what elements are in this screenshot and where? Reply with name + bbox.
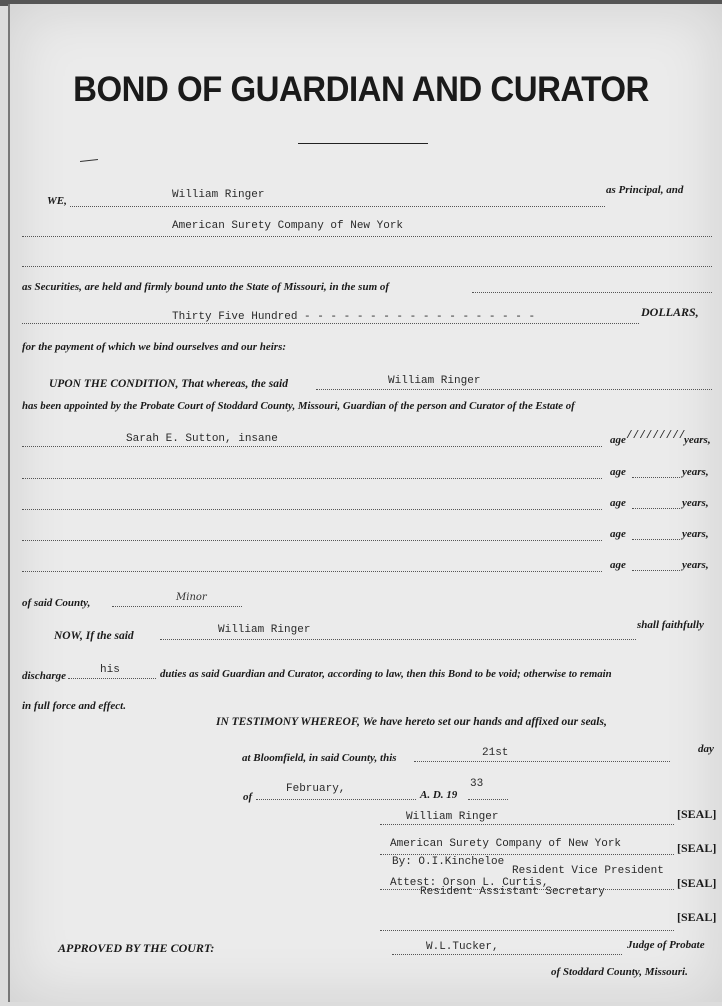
judge-line <box>392 954 622 955</box>
ward-line-1 <box>22 446 602 447</box>
ad-label: A. D. 19 <box>420 789 458 801</box>
principal-name: William Ringer <box>172 189 265 201</box>
signature-principal: William Ringer <box>406 811 499 823</box>
signature-by: By: O.I.Kincheloe <box>392 856 505 868</box>
surety-name: American Surety Company of New York <box>172 220 404 232</box>
sum-in-words: Thirty Five Hundred - - - - - - - - - - - - - - - - - - <box>172 311 536 323</box>
day-value: 21st <box>482 747 509 759</box>
year-value: 33 <box>470 778 484 790</box>
age-label-3: age <box>610 497 626 509</box>
surety-line-2 <box>22 266 712 267</box>
we-label: WE, <box>47 195 67 207</box>
year-line <box>468 799 508 800</box>
age-line-5 <box>632 570 680 571</box>
judge-title: Judge of Probate <box>627 939 705 951</box>
judge-name: W.L.Tucker, <box>426 941 499 953</box>
duties-clause: duties as said Guardian and Curator, according to law, then this Bond to be void; otherwise to remain <box>160 668 612 680</box>
years-label-5: years, <box>682 559 709 571</box>
approved-label: APPROVED BY THE COURT: <box>58 941 215 955</box>
seal-3: [SEAL] <box>677 876 717 890</box>
document-title: BOND OF GUARDIAN AND CURATOR <box>73 68 649 109</box>
signature-attest-title: Resident Assistant Secretary <box>420 886 605 898</box>
now-lead: NOW, If the said <box>54 630 134 642</box>
seal-4: [SEAL] <box>677 910 717 924</box>
pronoun-value: his <box>100 664 120 676</box>
testimony-clause: IN TESTIMONY WHEREOF, We have hereto set our hands and affixed our seals, <box>216 716 607 728</box>
signature-by-title: Resident Vice President <box>512 865 664 877</box>
ward-age-struck: ///////// <box>626 430 686 442</box>
age-line-2 <box>632 477 680 478</box>
age-label-5: age <box>610 559 626 571</box>
shall-faithfully: shall faithfully <box>637 619 704 631</box>
age-line-4 <box>632 539 680 540</box>
years-label-1: years, <box>684 434 711 446</box>
day-label: day <box>698 743 714 755</box>
discharge-label: discharge <box>22 670 66 682</box>
title-underline <box>298 143 428 144</box>
condition-lead: UPON THE CONDITION, That whereas, the said <box>49 378 288 390</box>
sum-line-a <box>472 292 712 293</box>
ward-name: Sarah E. Sutton, insane <box>126 433 278 445</box>
month-value: February, <box>286 783 346 795</box>
securities-clause: as Securities, are held and firmly bound unto the State of Missouri, in the sum of <box>22 281 390 293</box>
age-line-3 <box>632 508 680 509</box>
sig-line-2 <box>380 854 674 855</box>
principal-line <box>70 206 605 207</box>
years-label-3: years, <box>682 497 709 509</box>
appointed-clause: has been appointed by the Probate Court of Stoddard County, Missouri, Guardian of the person and Curator of the Estate of <box>22 400 575 412</box>
ward-line-2 <box>22 478 602 479</box>
ward-line-4 <box>22 540 602 541</box>
month-line <box>256 799 416 800</box>
county-label: of said County, <box>22 597 91 609</box>
signature-surety: American Surety Company of New York <box>390 838 622 850</box>
of-label: of <box>243 791 253 803</box>
seal-2: [SEAL] <box>677 841 717 855</box>
sig-line-4 <box>380 930 674 931</box>
condition-name: William Ringer <box>388 375 481 387</box>
now-name: William Ringer <box>218 624 311 636</box>
ward-line-3 <box>22 509 602 510</box>
years-label-4: years, <box>682 528 709 540</box>
now-line <box>160 639 636 640</box>
sum-line <box>22 323 639 324</box>
seal-1: [SEAL] <box>677 807 717 821</box>
sig-line-1 <box>380 824 674 825</box>
force-clause: in full force and effect. <box>22 700 126 712</box>
condition-line <box>316 389 712 390</box>
as-principal-label: as Principal, and <box>606 184 684 196</box>
pronoun-line <box>68 678 156 679</box>
signature-attest: Attest: Orson L. Curtis, <box>390 877 549 889</box>
place-clause: at Bloomfield, in said County, this <box>242 752 397 764</box>
age-label-2: age <box>610 466 626 478</box>
ward-line-5 <box>22 571 602 572</box>
judge-county: of Stoddard County, Missouri. <box>551 966 688 978</box>
payment-clause: for the payment of which we bind ourselves and our heirs: <box>22 341 287 353</box>
county-value: Minor <box>176 592 207 603</box>
county-line <box>112 606 242 607</box>
age-label-4: age <box>610 528 626 540</box>
day-line <box>414 761 670 762</box>
age-label-1: age <box>610 434 626 446</box>
dollars-label: DOLLARS, <box>641 305 699 319</box>
surety-line <box>22 236 712 237</box>
years-label-2: years, <box>682 466 709 478</box>
